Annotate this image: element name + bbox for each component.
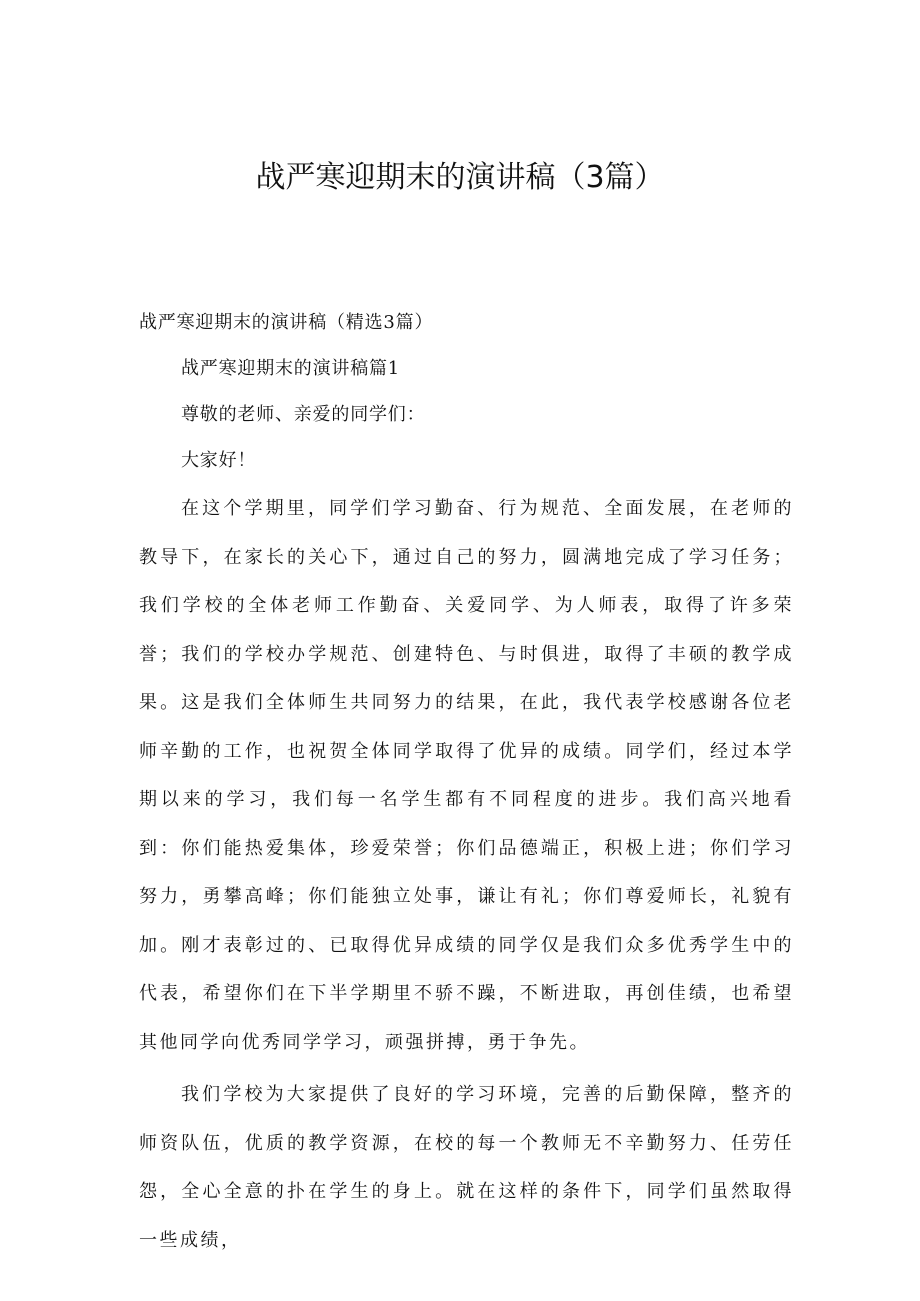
paragraph-2: 我们学校为大家提供了良好的学习环境，完善的后勤保障，整齐的师资队伍，优质的教学资源，在校的每一个教师无不辛勤努力、任劳任怨，全心全意的扑在学生的身上。就在这样的条件下，同学们虽然取得一些成绩， xyxy=(139,1084,794,1251)
greeting: 大家好！ xyxy=(181,450,257,471)
paragraph-1: 在这个学期里，同学们学习勤奋、行为规范、全面发展，在老师的教导下，在家长的关心下，通过自己的努力，圆满地完成了学习任务；我们学校的全体老师工作勤奋、关爱同学、为人师表，取得了许多荣誉；我们的学校办学规范、创建特色、与时俱进，取得了丰硕的教学成果。这是我们全体师生共同努力的结果，在此，我代表学校感谢各位老师辛勤的工作，也祝贺全体同学取得了优异的成绩。同学们，经过本学期以来的学习，我们每一名学生都有不同程度的进步。我们高兴地看到：你们能热爱集体，珍爱荣誉；你们品德端正，积极上进；你们学习努力，勇攀高峰；你们能独立处事，谦让有礼；你们尊爱师长，礼貌有加。刚才表彰过的、已取得优异成绩的同学仅是我们众多优秀学生中的代表，希望你们在下半学期里不骄不躁，不断进取，再创佳绩，也希望其他同学向优秀同学学习，顽强拼搏，勇于争先。 xyxy=(139,498,794,1053)
document-title: 战严寒迎期末的演讲稿（3篇） xyxy=(255,160,665,195)
salutation: 尊敬的老师、亲爱的同学们： xyxy=(181,404,426,425)
section-heading: 战严寒迎期末的演讲稿篇1 xyxy=(181,358,401,379)
document-body xyxy=(139,305,794,1265)
document-subtitle: 战严寒迎期末的演讲稿（精选3篇） xyxy=(139,312,434,333)
